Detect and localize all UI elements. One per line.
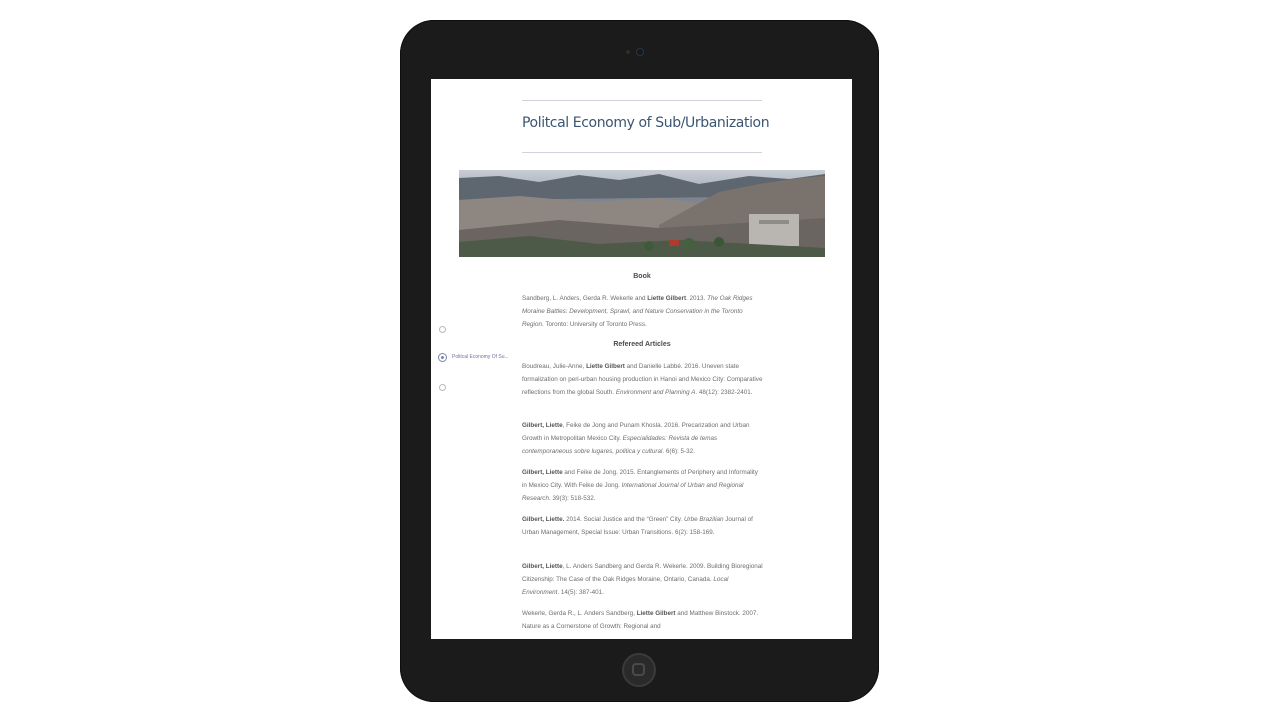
side-nav-label[interactable]: Politcal Economy Of Su... [452, 354, 509, 360]
side-nav-dot[interactable] [439, 326, 446, 333]
ref-author: Gilbert, Liette [522, 422, 563, 429]
article-reference [522, 360, 764, 399]
ref-text: and Matthew Binstock. 2007. Nature as a Cornerstone of Growth: Regional and [522, 610, 759, 630]
ref-text: Journal of Urban Management, Special Issue: Urban Transitions. 6(2): 158-169. [522, 516, 753, 536]
book-reference [522, 292, 764, 331]
ref-author: Liette Gilbert [586, 363, 625, 370]
article-reference [522, 560, 764, 599]
ref-title: Local Environment [522, 576, 729, 596]
ref-title: Urbe Brazilian [683, 516, 724, 523]
ref-text: . 2013. [686, 295, 708, 302]
home-button-icon [632, 663, 645, 676]
ref-author: Liette Gilbert [636, 610, 676, 617]
ref-text: . 48(12): 2382-2401. [695, 389, 753, 396]
front-camera [637, 49, 643, 55]
ref-text: . 6(6): 5-32. [662, 448, 695, 455]
ref-title: The Oak Ridges Moraine Battles: Development, Sprawl, and Nature Conservation in the Toronto Region [522, 295, 753, 328]
ref-author: Liette Gilbert [647, 295, 687, 302]
article-reference [522, 607, 764, 633]
ref-text: Wekerle, Gerda R., L. Anders Sandberg, [522, 610, 637, 617]
ref-text: and Feike de Jong. 2015. Entanglements of Periphery and Informality in Mexico City. With Feike de Jong. [522, 469, 758, 489]
ref-text: . Toronto: University of Toronto Press. [541, 321, 647, 328]
tablet-screen [431, 79, 852, 639]
ref-author: Gilbert, Liette [522, 563, 563, 570]
ref-title: Environment and Planning A [615, 389, 696, 396]
hero-image [459, 170, 825, 257]
ref-text: . 14(5): 387-401. [557, 589, 604, 596]
ref-text: Sandberg, L. Anders, Gerda R. Wekerle and [522, 295, 648, 302]
camera-sensor [626, 50, 630, 54]
ref-text: Boudreau, Julie-Anne, [522, 363, 587, 370]
page-title: Politcal Economy of Sub/Urbanization [522, 115, 770, 131]
side-nav-dot[interactable] [439, 384, 446, 391]
ref-text: , L. Anders Sandberg and Gerda R. Wekerle. 2009. Building Bioregional Citizenship: The Case of the Oak Ridges Moraine, Ontario, Canada. [522, 563, 763, 583]
ref-text: , Feike de Jong and Punam Khosla. 2016. Precarization and Urban Growth in Metropolitan Mexico City. [522, 422, 750, 442]
ref-title: International Journal of Urban and Regional Research [522, 482, 744, 502]
ref-text: 2014. Social Justice and the “Green” City. [564, 516, 684, 523]
side-nav-dot-active[interactable] [438, 353, 447, 362]
city-hillside-illustration [459, 170, 825, 257]
ref-author: Gilbert, Liette. [522, 516, 565, 523]
ref-author: Gilbert, Liette [522, 469, 563, 476]
title-top-rule [522, 100, 762, 101]
ref-title: Especialidades: Revista de temas contemporaneous sobre lugares, politica y cultural [522, 435, 718, 455]
section-heading-articles: Refereed Articles [613, 341, 671, 348]
ref-text: and Danielle Labbé. 2016. Uneven state formalization on peri-urban housing production in Hanoi and Mexico City: Comparative reflections from the global South. [522, 363, 763, 396]
article-reference [522, 419, 764, 458]
title-bottom-rule [522, 152, 762, 153]
ref-text: . 39(3): 518-532. [548, 495, 596, 502]
section-heading-book: Book [633, 273, 651, 280]
article-reference [522, 513, 764, 539]
home-button[interactable] [622, 653, 656, 687]
article-reference [522, 466, 764, 505]
